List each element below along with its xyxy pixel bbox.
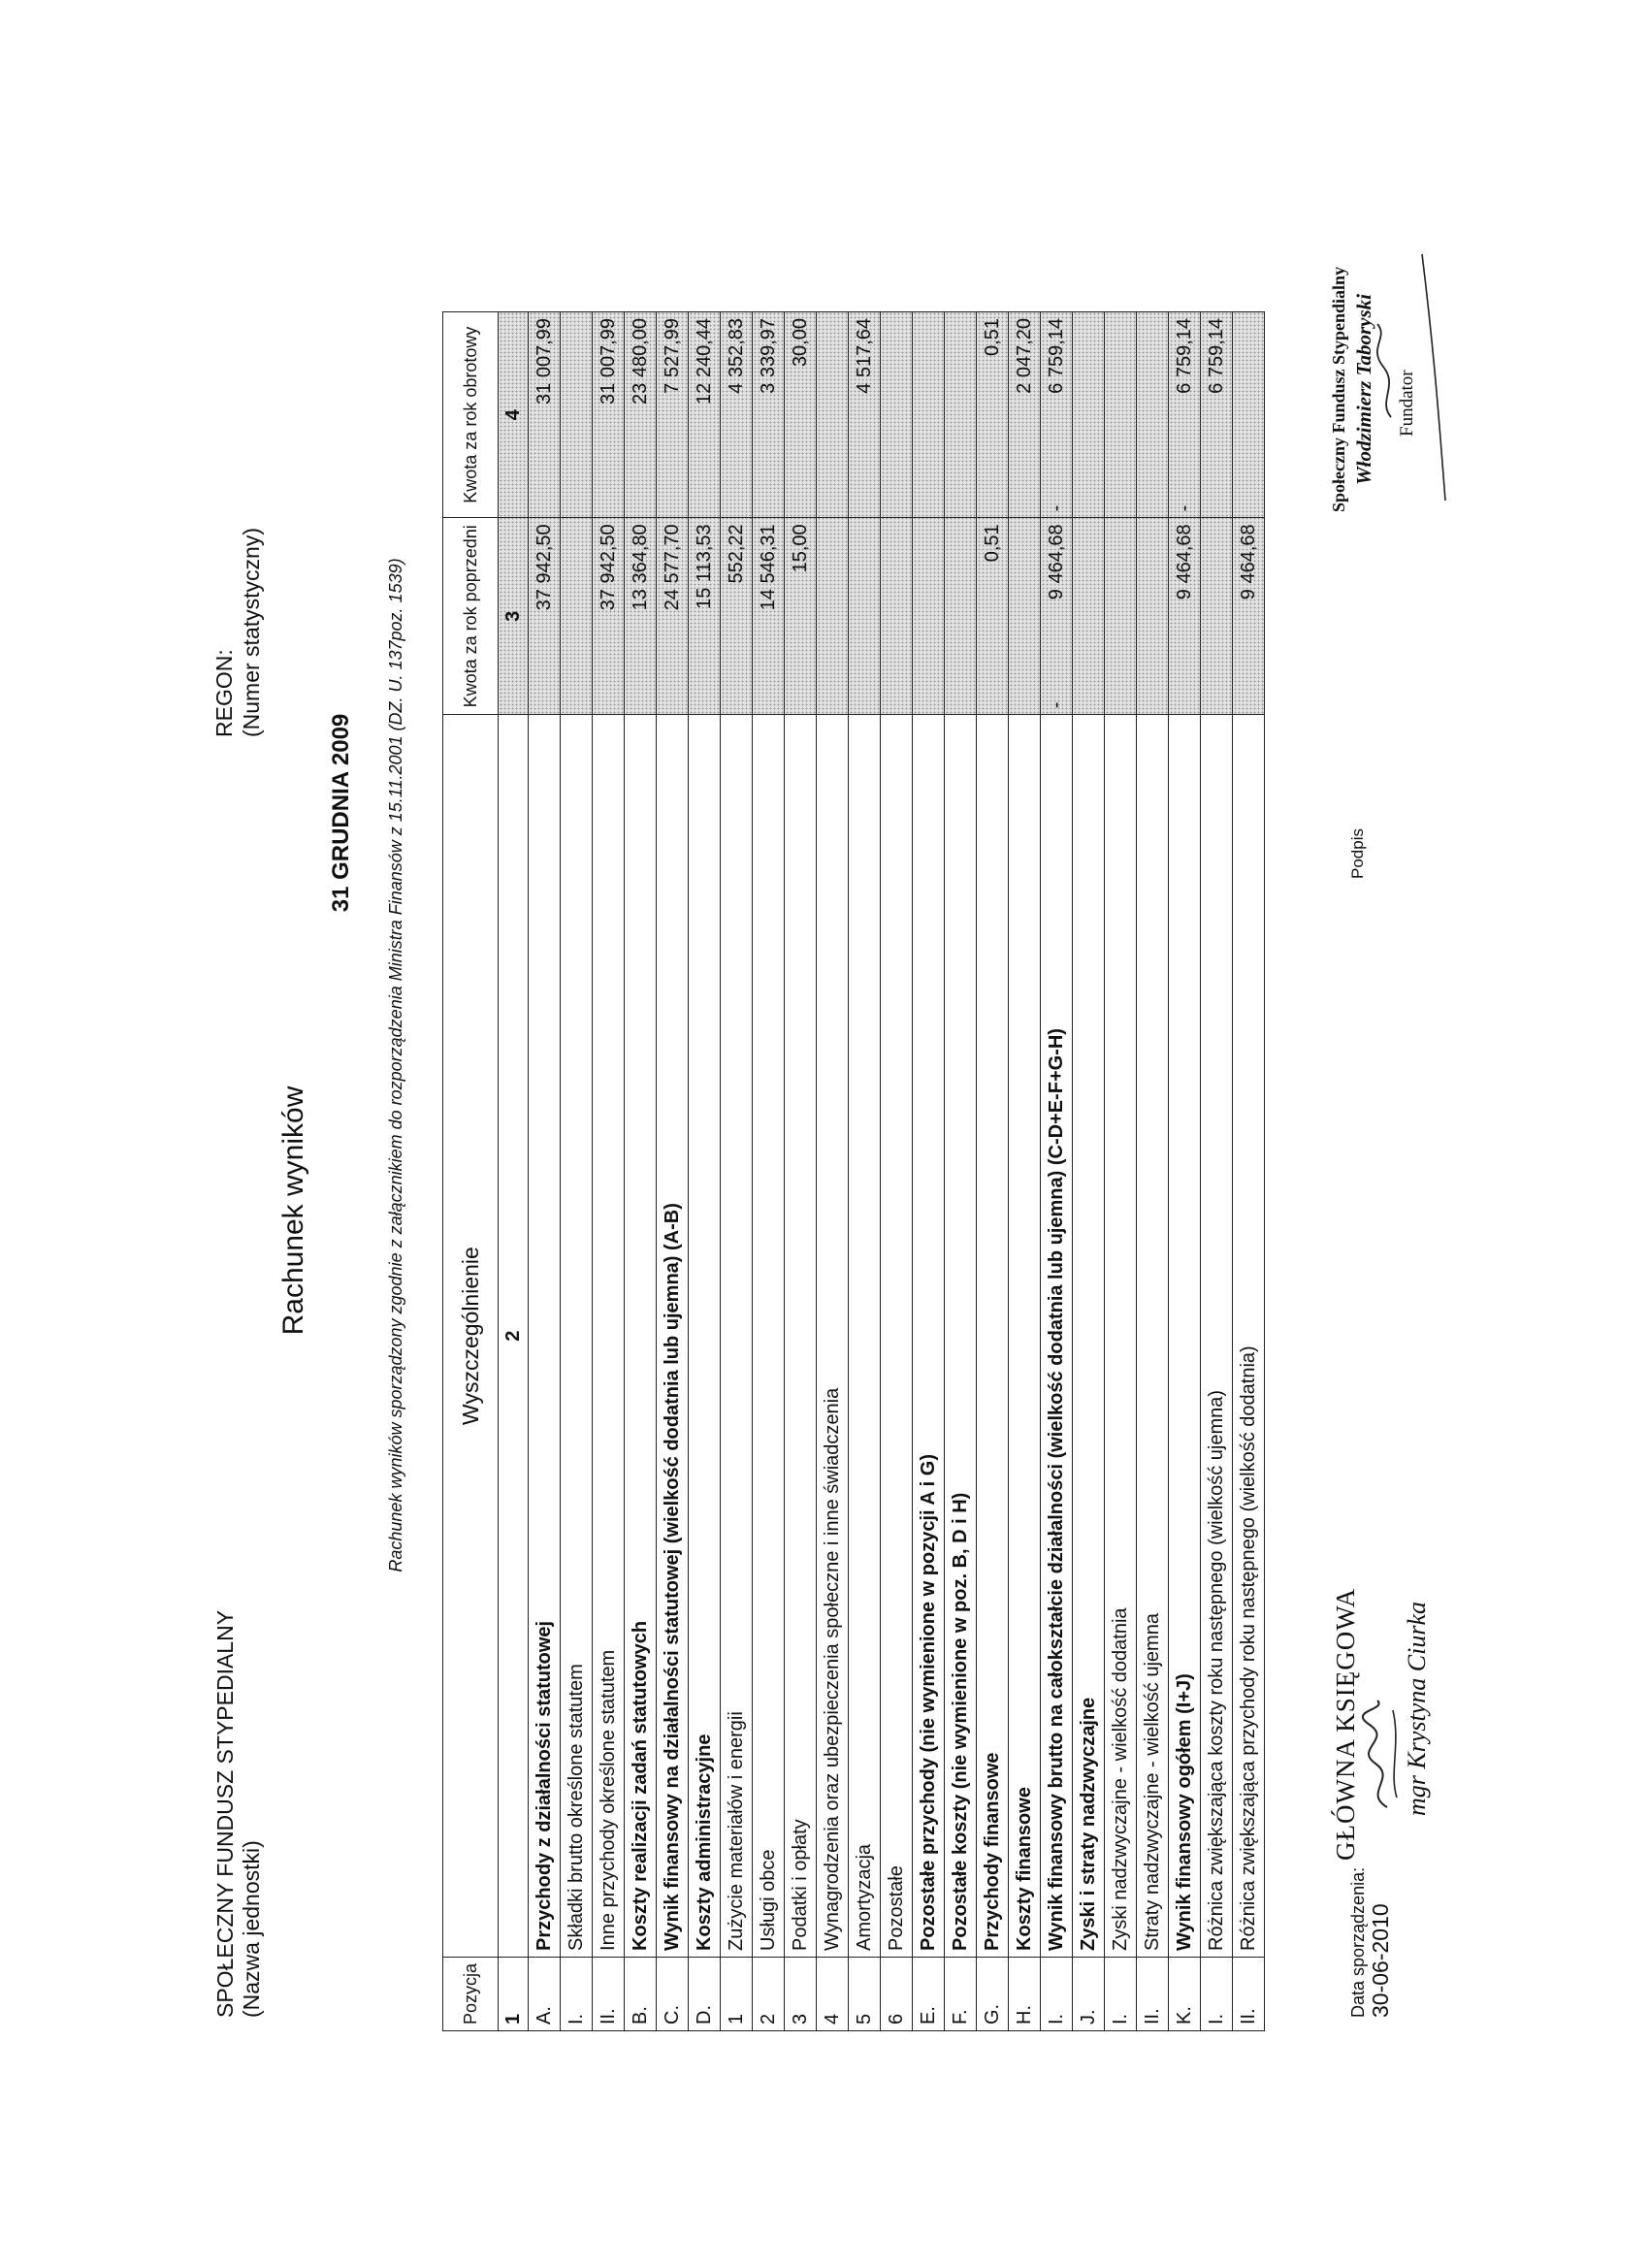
row-label: Koszty realizacji zadań statutowych [625, 715, 657, 1958]
row-position: II. [593, 1957, 625, 2030]
table-row [593, 312, 625, 2031]
row-position: C. [657, 1957, 689, 2030]
row-prev-year-amount [945, 518, 977, 715]
founder-name: Włodzimierz Taboryski [1352, 294, 1375, 485]
row-label: Pozostałe koszty (nie wymienione w poz. B, D i H) [945, 715, 977, 1958]
row-label: Zyski nadzwyczajne - wielkość dodatnia [1105, 715, 1137, 1958]
row-label: Wynik finansowy brutto na całokształcie działalności (wielkość dodatnia lub ujemna) (C-D+E-F+G-H) [1041, 715, 1073, 1958]
table-row [945, 312, 977, 2031]
row-curr-year-amount [817, 312, 849, 518]
table-row [561, 312, 593, 2031]
organization-name: SPOŁECZNY FUNDUSZ STYPEDIALNY [212, 1609, 238, 2018]
row-position: 5 [849, 1957, 881, 2030]
column-number: 4 [499, 312, 529, 518]
organization-caption: (Nazwa jednostki) [239, 1840, 264, 2018]
table-row [625, 312, 657, 2031]
row-curr-year-amount: 4 352,83 [721, 312, 753, 518]
regon-caption: (Numer statystyczny) [239, 528, 264, 737]
row-curr-year-amount [881, 312, 913, 518]
row-curr-year-amount: 0,51 [977, 312, 1009, 518]
row-position: J. [1073, 1957, 1105, 2030]
row-position: 6 [881, 1957, 913, 2030]
table-row [1169, 312, 1201, 2031]
row-position: I. [1105, 1957, 1137, 2030]
row-label: Przychody z działalności statutowej [529, 715, 561, 1958]
table-row [1009, 312, 1041, 2031]
row-position: II. [1233, 1957, 1265, 2030]
dash-mark: - [1174, 504, 1195, 512]
row-label: Usługi obce [753, 715, 785, 1958]
date-prepared-value: 30-06-2010 [1368, 1903, 1393, 2018]
row-prev-year-amount [1073, 518, 1105, 715]
row-prev-year-amount [849, 518, 881, 715]
table-body [529, 312, 1265, 2031]
row-curr-year-amount [1041, 312, 1073, 518]
row-curr-year-amount: 3 339,97 [753, 312, 785, 518]
table-row [881, 312, 913, 2031]
row-label: Inne przychody określone statutem [593, 715, 625, 1958]
table-row [721, 312, 753, 2031]
row-prev-year-amount: 9 464,68 [1169, 518, 1201, 715]
row-label: Podatki i opłaty [785, 715, 817, 1958]
row-position: II. [1137, 1957, 1169, 2030]
row-label: Koszty finansowe [1009, 715, 1041, 1958]
header-curr-year: Kwota za rok obrotowy [443, 312, 499, 518]
row-curr-year-amount: 2 047,20 [1009, 312, 1041, 518]
table-row [689, 312, 721, 2031]
row-prev-year-amount [1201, 518, 1233, 715]
row-curr-year-amount: 4 517,64 [849, 312, 881, 518]
row-prev-year-amount: 15 113,53 [689, 518, 721, 715]
column-number: 1 [499, 1957, 529, 2030]
row-label: Wynagrodzenia oraz ubezpieczenia społeczne i inne świadczenia [817, 715, 849, 1958]
row-curr-year-amount-value: 6 759,14 [1046, 318, 1067, 394]
row-position: 1 [721, 1957, 753, 2030]
row-label: Amortyzacja [849, 715, 881, 1958]
row-prev-year-amount [1105, 518, 1137, 715]
row-curr-year-amount: 12 240,44 [689, 312, 721, 518]
income-statement-table [442, 311, 1265, 2031]
signature-label: Podpis [1348, 828, 1367, 879]
table-row [977, 312, 1009, 2031]
header-prev-year: Kwota za rok poprzedni [443, 518, 499, 715]
header-pozycja: Pozycja [443, 1957, 499, 2030]
row-prev-year-amount [561, 518, 593, 715]
row-position: D. [689, 1957, 721, 2030]
row-prev-year-amount: 552,22 [721, 518, 753, 715]
row-label: Zużycie materiałów i energii [721, 715, 753, 1958]
row-label: Różnica zwiększająca przychody roku następnego (wielkość dodatnia) [1233, 715, 1265, 1958]
row-curr-year-amount [1233, 312, 1265, 518]
row-curr-year-amount: 6 759,14 [1201, 312, 1233, 518]
table-row [529, 312, 561, 2031]
row-label: Różnica zwiększająca koszty roku następnego (wielkość ujemna) [1201, 715, 1233, 1958]
column-number-row [499, 312, 529, 2031]
row-label: Koszty administracyjne [689, 715, 721, 1958]
column-number: 3 [499, 518, 529, 715]
chief-accountant-stamp: GŁÓWNA KSIĘGOWA [1331, 1587, 1360, 1861]
row-curr-year-amount [1073, 312, 1105, 518]
row-curr-year-amount: 31 007,99 [593, 312, 625, 518]
row-label: Przychody finansowe [977, 715, 1009, 1958]
regon-label: REGON: [211, 649, 237, 737]
row-prev-year-amount [1137, 518, 1169, 715]
row-prev-year-amount [1041, 518, 1073, 715]
founder-role: Fundator [1397, 370, 1417, 437]
row-prev-year-amount [881, 518, 913, 715]
column-number: 2 [499, 715, 529, 1958]
row-curr-year-amount [913, 312, 945, 518]
row-position: I. [561, 1957, 593, 2030]
table-row [657, 312, 689, 2031]
row-position: H. [1009, 1957, 1041, 2030]
row-curr-year-amount [1105, 312, 1137, 518]
row-position: I. [1041, 1957, 1073, 2030]
row-curr-year-amount [1169, 312, 1201, 518]
row-prev-year-amount: 24 577,70 [657, 518, 689, 715]
document-title: Rachunek wyników [277, 1085, 309, 1336]
header-wyszczegolnienie: Wyszczególnienie [443, 715, 499, 1958]
row-prev-year-amount: 0,51 [977, 518, 1009, 715]
table-row [1073, 312, 1105, 2031]
row-curr-year-amount: 31 007,99 [529, 312, 561, 518]
accountant-signature-icon [1358, 1696, 1405, 1812]
row-prev-year-amount: 13 364,80 [625, 518, 657, 715]
row-label: Zyski i straty nadzwyczajne [1073, 715, 1105, 1958]
row-label: Straty nadzwyczajne - wielkość ujemna [1137, 715, 1169, 1958]
row-position: B. [625, 1957, 657, 2030]
row-label: Pozostałe [881, 715, 913, 1958]
founder-stamp-org: Społeczny Fundusz Stypendialny [1329, 266, 1348, 512]
table-row [1041, 312, 1073, 2031]
row-position: 4 [817, 1957, 849, 2030]
row-position: A. [529, 1957, 561, 2030]
signature-underline-icon [1416, 250, 1455, 502]
row-position: E. [913, 1957, 945, 2030]
row-label: Składki brutto określone statutem [561, 715, 593, 1958]
row-prev-year-amount: 9 464,68 [1233, 518, 1265, 715]
row-prev-year-amount: 15,00 [785, 518, 817, 715]
row-curr-year-amount: 7 527,99 [657, 312, 689, 518]
row-prev-year-amount-value: 9 464,68 [1046, 524, 1067, 600]
row-position: G. [977, 1957, 1009, 2030]
table-row [1201, 312, 1233, 2031]
dash-mark: - [1046, 701, 1067, 709]
row-prev-year-amount [817, 518, 849, 715]
row-curr-year-amount-value: 6 759,14 [1174, 318, 1195, 394]
table-row [785, 312, 817, 2031]
row-curr-year-amount: 30,00 [785, 312, 817, 518]
date-prepared-label: Data sporządzenia: [1348, 1866, 1368, 2018]
report-date: 31 GRUDNIA 2009 [328, 713, 354, 913]
row-position: F. [945, 1957, 977, 2030]
dash-mark: - [1046, 504, 1067, 512]
row-prev-year-amount: 14 546,31 [753, 518, 785, 715]
row-prev-year-amount: 37 942,50 [593, 518, 625, 715]
table-row [913, 312, 945, 2031]
table-row [1137, 312, 1169, 2031]
row-curr-year-amount [1137, 312, 1169, 518]
row-curr-year-amount [945, 312, 977, 518]
row-label: Pozostałe przychody (nie wymienione w pozycji A i G) [913, 715, 945, 1958]
row-curr-year-amount: 23 480,00 [625, 312, 657, 518]
table-header-row [443, 312, 499, 2031]
table-row [1105, 312, 1137, 2031]
table-row [753, 312, 785, 2031]
legal-basis-note: Rachunek wyników sporządzony zgodnie z załącznikiem do rozporządzenia Ministra Finansów z 15.11.2001 (DZ. U. 137poz. 1539) [386, 558, 405, 1572]
row-label: Wynik finansowy na działalności statutowej (wielkość dodatnia lub ujemna) (A-B) [657, 715, 689, 1958]
row-prev-year-amount [913, 518, 945, 715]
row-position: 2 [753, 1957, 785, 2030]
table-row [849, 312, 881, 2031]
row-prev-year-amount: 37 942,50 [529, 518, 561, 715]
table-row [817, 312, 849, 2031]
row-position: 3 [785, 1957, 817, 2030]
row-prev-year-amount [1009, 518, 1041, 715]
table-row [1233, 312, 1265, 2031]
row-curr-year-amount [561, 312, 593, 518]
row-position: I. [1201, 1957, 1233, 2030]
row-position: K. [1169, 1957, 1201, 2030]
row-label: Wynik finansowy ogółem (I+J) [1169, 715, 1201, 1958]
chief-accountant-name: mgr Krystyna Ciurka [1403, 1602, 1431, 1816]
